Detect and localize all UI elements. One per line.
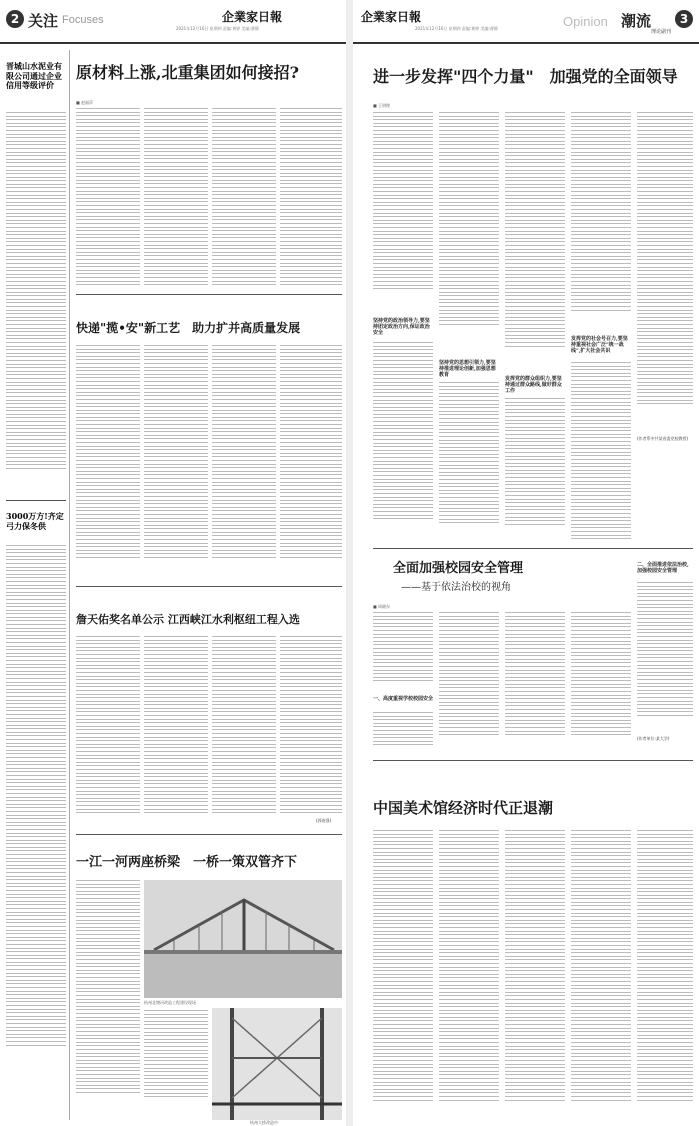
opinion-1-subhead-a: 坚持党的政治领导力,要坚持团定政治方向,保证政治安全 bbox=[373, 318, 430, 336]
sidebar-divider bbox=[6, 500, 66, 501]
left-page bbox=[0, 0, 346, 1126]
bridge-photo-1-image bbox=[144, 880, 342, 998]
opinion-1-col-1b bbox=[373, 342, 433, 542]
opinion-1-col-2b bbox=[439, 382, 499, 542]
opinion-1-col-2 bbox=[439, 112, 499, 352]
article-3-credit: (郭连强) bbox=[316, 818, 332, 823]
article-4-col-2 bbox=[144, 1010, 208, 1110]
page-gutter bbox=[346, 0, 353, 1126]
article-2-divider bbox=[76, 586, 342, 587]
right-page bbox=[353, 0, 699, 1126]
article-1-headline: 原材料上涨,北重集团如何接招? bbox=[76, 63, 299, 82]
article-1-byline: ■ 赵丽萍 bbox=[76, 100, 94, 105]
opinion-2-col-5 bbox=[637, 582, 693, 732]
section-subtitle: 理论副刊 bbox=[651, 29, 672, 35]
opinion-2-divider bbox=[373, 760, 693, 761]
article-2-col-1 bbox=[76, 345, 140, 570]
section-english: Opinion bbox=[563, 14, 608, 29]
article-1-col-2 bbox=[144, 108, 208, 288]
article-4-col-1 bbox=[76, 880, 140, 1110]
opinion-2-col-3 bbox=[505, 612, 565, 752]
opinion-2-col-1 bbox=[373, 612, 433, 692]
opinion-1-col-3b bbox=[505, 398, 565, 542]
left-page-header bbox=[0, 0, 346, 44]
masthead-logo: 企業家日報 bbox=[222, 10, 283, 24]
opinion-1-byline: ■ 王明理 bbox=[373, 103, 391, 108]
article-1-col-1 bbox=[76, 108, 140, 288]
opinion-3-col-1 bbox=[373, 830, 433, 1115]
sidebar-body bbox=[6, 112, 66, 492]
opinion-1-col-1 bbox=[373, 112, 433, 312]
bridge-photo-2 bbox=[212, 1008, 342, 1120]
opinion-3-headline: 中国美术馆经济时代正退潮 bbox=[373, 799, 554, 817]
page-number: 2 bbox=[6, 10, 24, 28]
masthead-logo: 企業家日報 bbox=[361, 10, 422, 24]
opinion-2-col-4 bbox=[571, 612, 631, 752]
opinion-2-byline: ■ 周晓东 bbox=[373, 604, 391, 609]
opinion-1-subhead-c: 发挥党的群众组织力,要坚持通过群众路线,做好群众工作 bbox=[505, 376, 562, 394]
article-4-headline: 一江一河两座桥梁 一桥一策双管齐下 bbox=[76, 855, 298, 870]
opinion-2-headline: 全面加强校园安全管理 bbox=[393, 561, 524, 576]
opinion-2-author-note: (作者单位:某大学) bbox=[637, 736, 670, 741]
dateline: 2021年12月16日 星期四 责编:黄婷 美编:曹静 bbox=[415, 26, 498, 31]
article-1-col-4 bbox=[280, 108, 342, 288]
article-3-col-2 bbox=[144, 636, 208, 816]
right-page-header bbox=[353, 0, 699, 44]
article-3-col-4 bbox=[280, 636, 342, 816]
section-title: 潮流 bbox=[621, 12, 652, 30]
article-2-col-3 bbox=[212, 345, 276, 570]
section-title: 关注 bbox=[28, 12, 59, 30]
opinion-1-author-note: (作者系中共某省委党校教授) bbox=[637, 436, 689, 441]
opinion-2-col-1b bbox=[373, 712, 433, 752]
bridge-photo-1-caption: 杭州北塘河改造工程建设现场 bbox=[144, 1000, 196, 1005]
bridge-photo-2-image bbox=[212, 1008, 342, 1120]
opinion-2-subtitle: ——基于依法治校的视角 bbox=[401, 582, 511, 593]
opinion-2-col-2 bbox=[439, 612, 499, 752]
opinion-3-col-4 bbox=[571, 830, 631, 1115]
article-2-col-4 bbox=[280, 345, 342, 570]
opinion-1-col-5 bbox=[637, 112, 693, 432]
article-3-col-1 bbox=[76, 636, 140, 816]
article-1-col-3 bbox=[212, 108, 276, 288]
opinion-1-col-4 bbox=[571, 112, 631, 332]
article-2-col-2 bbox=[144, 345, 208, 570]
article-1-divider bbox=[76, 294, 342, 295]
article-3-col-3 bbox=[212, 636, 276, 816]
bridge-photo-1 bbox=[144, 880, 342, 998]
opinion-1-subhead-d: 发挥党的社会号召力,要坚持重视社会广泛"统一战线",扩大社会共识 bbox=[571, 336, 628, 354]
opinion-2-subhead-b: 二、全面推进依法治校,加强校园安全管理 bbox=[637, 562, 689, 574]
article-3-divider bbox=[76, 834, 342, 835]
article-3-headline: 詹天佑奖名单公示 江西峡江水利枢纽工程入选 bbox=[76, 613, 300, 626]
bridge-photo-2-caption: 杭州大桥改造中 bbox=[250, 1120, 278, 1125]
opinion-3-col-3 bbox=[505, 830, 565, 1115]
article-2-headline: 快递"揽•安"新工艺 助力扩并高质量发展 bbox=[76, 321, 301, 335]
opinion-1-col-4b bbox=[571, 362, 631, 542]
opinion-1-headline: 进一步发挥"四个力量" 加强党的全面领导 bbox=[373, 67, 678, 86]
sidebar-column-rule bbox=[69, 50, 70, 1120]
sidebar-headline: 晋城山水泥业有限公司通过企业信用等级评价 bbox=[6, 61, 62, 91]
opinion-1-divider bbox=[373, 548, 693, 549]
page-number: 3 bbox=[675, 10, 693, 28]
opinion-3-col-5 bbox=[637, 830, 693, 1115]
dateline: 2021年12月16日 星期四 责编:黄婷 美编:曹静 bbox=[176, 26, 259, 31]
opinion-2-subhead-a: 一、高度重视学校校园安全 bbox=[373, 696, 434, 702]
sidebar-headline-2: 3000万方!齐定弓力保冬供 bbox=[6, 511, 64, 531]
section-english: Focuses bbox=[62, 14, 104, 26]
sidebar-body-2 bbox=[6, 545, 66, 1100]
opinion-1-col-3 bbox=[505, 112, 565, 372]
opinion-1-subhead-b: 坚持党的思想引领力,要坚持推进理论创新,加强思想教育 bbox=[439, 360, 496, 378]
opinion-3-col-2 bbox=[439, 830, 499, 1115]
